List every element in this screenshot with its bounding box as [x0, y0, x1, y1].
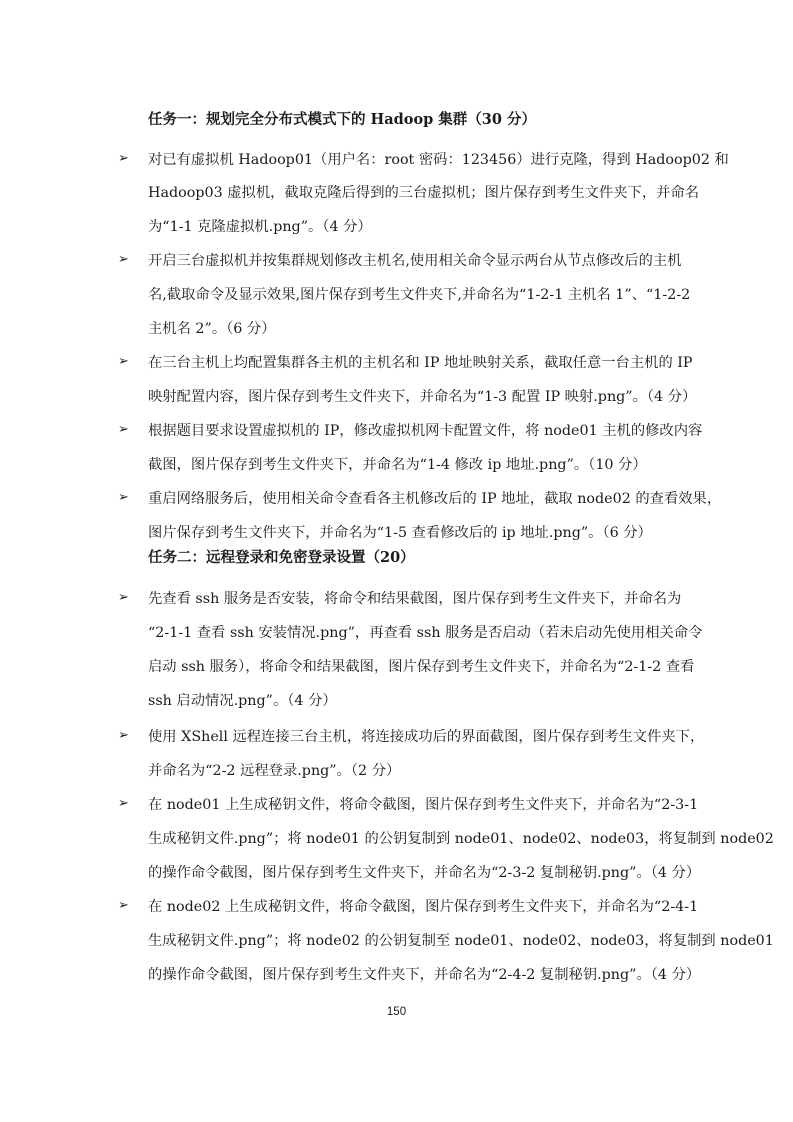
arrow-bullet-icon: ➢: [118, 422, 129, 437]
item-text-line: 图片保存到考生文件夹下，并命名为“1-5 查看修改后的 ip 地址.png”。（6 分）: [148, 525, 652, 541]
item-text-line: 生成秘钥文件.png”；将 node02 的公钥复制至 node01、node02、node03，将复制到 node01: [148, 933, 774, 949]
item-text-line: 对已有虚拟机 Hadoop01（用户名：root 密码：123456）进行克隆，得到 Hadoop02 和: [148, 152, 729, 168]
item-text-line: 为“1-1 克隆虚拟机.png”。（4 分）: [148, 219, 372, 235]
arrow-bullet-icon: ➢: [118, 590, 129, 605]
item-text-line: ssh 启动情况.png”。（4 分）: [148, 693, 337, 709]
arrow-bullet-icon: ➢: [118, 252, 129, 267]
arrow-bullet-icon: ➢: [118, 490, 129, 505]
item-text-line: 在 node01 上生成秘钥文件，将命令截图，图片保存到考生文件夹下，并命名为“2-3-1: [148, 797, 699, 813]
item-text-line: 先查看 ssh 服务是否安装，将命令和结果截图，图片保存到考生文件夹下，并命名为: [148, 591, 682, 607]
item-text-line: 启动 ssh 服务），将命令和结果截图，图片保存到考生文件夹下，并命名为“2-1-2 查看: [148, 659, 695, 675]
item-text-line: 主机名 2”。（6 分）: [148, 321, 276, 337]
item-text-line: 在三台主机上均配置集群各主机的主机名和 IP 地址映射关系，截取任意一台主机的 IP: [148, 355, 693, 371]
arrow-bullet-icon: ➢: [118, 796, 129, 811]
item-text-line: 在 node02 上生成秘钥文件，将命令截图，图片保存到考生文件夹下，并命名为“2-4-1: [148, 899, 699, 915]
item-text-line: 重启网络服务后，使用相关命令查看各主机修改后的 IP 地址，截取 node02 的查看效果，: [148, 491, 722, 507]
item-text-line: 映射配置内容，图片保存到考生文件夹下，并命名为“1-3 配置 IP 映射.png”。（4 分）: [148, 389, 697, 405]
item-text-line: 名,截取命令及显示效果,图片保存到考生文件夹下,并命名为“1-2-1 主机名 1”、“1-2-2: [148, 287, 691, 303]
item-text-line: 截图，图片保存到考生文件夹下，并命名为“1-4 修改 ip 地址.png”。（10 分）: [148, 457, 647, 473]
item-text-line: 的操作命令截图，图片保存到考生文件夹下，并命名为“2-3-2 复制秘钥.png”。（4 分）: [148, 865, 701, 881]
item-text-line: 生成秘钥文件.png”；将 node01 的公钥复制到 node01、node02、node03，将复制到 node02: [148, 831, 774, 847]
arrow-bullet-icon: ➢: [118, 898, 129, 913]
item-text-line: 使用 XShell 远程连接三台主机，将连接成功后的界面截图，图片保存到考生文件夹下，: [148, 729, 705, 745]
item-text-line: 根据题目要求设置虚拟机的 IP，修改虚拟机网卡配置文件，将 node01 主机的修改内容: [148, 423, 703, 439]
section-heading: 任务一：规划完全分布式模式下的 Hadoop 集群（30 分）: [148, 111, 537, 128]
item-text-line: “2-1-1 查看 ssh 安装情况.png”，再查看 ssh 服务是否启动（若未启动先使用相关命令: [148, 625, 703, 641]
item-text-line: 并命名为“2-2 远程登录.png”。（2 分）: [148, 763, 401, 779]
page-number: 150: [386, 1006, 407, 1018]
item-text-line: 的操作命令截图，图片保存到考生文件夹下，并命名为“2-4-2 复制秘钥.png”。（4 分）: [148, 967, 701, 983]
item-text-line: Hadoop03 虚拟机，截取克隆后得到的三台虚拟机；图片保存到考生文件夹下，并命名: [148, 185, 700, 201]
arrow-bullet-icon: ➢: [118, 728, 129, 743]
section-heading: 任务二：远程登录和免密登录设置（20）: [148, 549, 415, 566]
arrow-bullet-icon: ➢: [118, 354, 129, 369]
item-text-line: 开启三台虚拟机并按集群规划修改主机名,使用相关命令显示两台从节点修改后的主机: [148, 253, 682, 269]
arrow-bullet-icon: ➢: [118, 151, 129, 166]
